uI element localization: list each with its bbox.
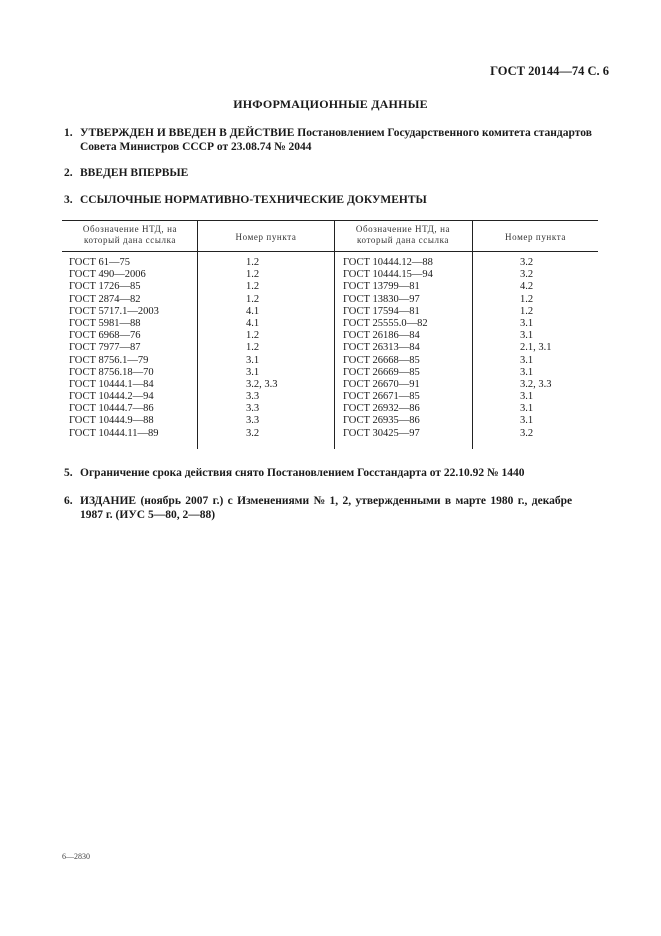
section-number: 2.: [64, 167, 73, 179]
table-divider: [334, 220, 335, 449]
right-doc-cell: ГОСТ 10444.15—94: [343, 269, 433, 281]
left-item-cell: 4.1: [246, 317, 260, 329]
right-item-cell: 1.2: [520, 305, 534, 317]
header-item-right: Номер пункта: [505, 232, 566, 242]
section-text-line2: Совета Министров СССР от 23.08.74 № 2044: [80, 141, 312, 153]
left-item-cell: 1.2: [246, 330, 260, 342]
section-bold-text: ИЗДАНИЕ: [80, 495, 137, 507]
left-doc-cell: ГОСТ 2874—82: [69, 293, 141, 305]
page-footer-code: 6—2830: [62, 852, 90, 861]
section-text: [80, 494, 572, 508]
right-item-cell: 3.2, 3.3: [520, 378, 552, 390]
left-doc-cell: ГОСТ 8756.18—70: [69, 366, 154, 378]
right-doc-cell: ГОСТ 25555.0—82: [343, 317, 428, 329]
left-item-cell: 1.2: [246, 342, 260, 354]
right-item-cell: 3.2: [520, 427, 534, 439]
left-doc-cell: ГОСТ 10444.2—94: [69, 391, 154, 403]
section-5: [0, 466, 661, 482]
right-item-cell: 2.1, 3.1: [520, 342, 552, 354]
left-item-cell: 3.2, 3.3: [246, 378, 278, 390]
left-doc-column: [69, 257, 159, 440]
right-doc-column: [343, 257, 433, 440]
left-doc-cell: ГОСТ 7977—87: [69, 342, 141, 354]
right-doc-cell: ГОСТ 26670—91: [343, 378, 420, 390]
section-6: [0, 494, 661, 524]
right-item-cell: 3.2: [520, 257, 534, 268]
right-doc-cell: ГОСТ 10444.12—88: [343, 257, 433, 268]
right-item-cell: 3.1: [520, 317, 534, 329]
right-item-cell: 3.1: [520, 330, 534, 342]
section-number: 5.: [64, 467, 73, 479]
right-doc-cell: ГОСТ 17594—81: [343, 305, 420, 317]
page-header: ГОСТ 20144—74 С. 6: [490, 64, 609, 78]
section-2: [0, 166, 661, 182]
section-text-rest: Постановлением Государственного комитета стандартов: [294, 127, 592, 139]
left-item-cell: 1.2: [246, 257, 260, 268]
section-text-line2: 1987 г. (ИУС 5—80, 2—88): [80, 509, 216, 521]
right-doc-cell: ГОСТ 26932—86: [343, 403, 420, 415]
right-item-cell: 3.1: [520, 391, 534, 403]
right-doc-cell: ГОСТ 26671—85: [343, 391, 420, 403]
left-item-cell: 3.3: [246, 415, 260, 427]
table-divider: [472, 220, 473, 449]
left-item-cell: 1.2: [246, 281, 260, 293]
right-doc-cell: ГОСТ 30425—97: [343, 427, 420, 439]
left-item-column: [246, 257, 278, 440]
left-doc-cell: ГОСТ 8756.1—79: [69, 354, 149, 366]
left-doc-cell: ГОСТ 1726—85: [69, 281, 141, 293]
right-doc-cell: ГОСТ 26935—86: [343, 415, 420, 427]
section-bold-text: УТВЕРЖДЕН И ВВЕДЕН В ДЕЙСТВИЕ: [80, 127, 295, 139]
left-doc-cell: ГОСТ 6968—76: [69, 330, 141, 342]
section-number: 1.: [64, 127, 73, 139]
section-text: ВВЕДЕН ВПЕРВЫЕ: [80, 167, 189, 179]
section-text: [80, 126, 592, 140]
right-doc-cell: ГОСТ 26668—85: [343, 354, 420, 366]
left-doc-cell: ГОСТ 490—2006: [69, 269, 146, 281]
left-doc-cell: ГОСТ 5717.1—2003: [69, 305, 159, 317]
table-header-rule: [62, 251, 598, 252]
left-doc-cell: ГОСТ 5981—88: [69, 317, 141, 329]
section-text: Ограничение срока действия снято Постановлением Госстандарта от 22.10.92 № 1440: [80, 467, 525, 479]
table-divider: [197, 220, 198, 449]
right-doc-cell: ГОСТ 13799—81: [343, 281, 420, 293]
right-doc-cell: ГОСТ 13830—97: [343, 293, 420, 305]
section-text-rest: (ноябрь 2007 г.) с Изменениями № 1, 2, утвержденными в марте 1980 г., декабре: [136, 495, 573, 507]
left-item-cell: 3.3: [246, 403, 260, 415]
right-item-cell: 3.2: [520, 269, 534, 281]
left-item-cell: 1.2: [246, 293, 260, 305]
right-item-cell: 1.2: [520, 293, 534, 305]
left-item-cell: 3.1: [246, 354, 260, 366]
section-text: ССЫЛОЧНЫЕ НОРМАТИВНО-ТЕХНИЧЕСКИЕ ДОКУМЕНТЫ: [80, 194, 427, 206]
left-item-cell: 3.2: [246, 427, 260, 439]
left-item-cell: 1.2: [246, 269, 260, 281]
table-top-rule: [62, 220, 598, 221]
header-doc-left: Обозначение НТД, на который дана ссылка: [82, 224, 178, 245]
left-item-cell: 3.1: [246, 366, 260, 378]
left-doc-cell: ГОСТ 10444.7—86: [69, 403, 154, 415]
right-item-cell: 3.1: [520, 354, 534, 366]
header-doc-right: Обозначение НТД, на который дана ссылка: [355, 224, 451, 245]
section-3: [0, 193, 661, 209]
left-doc-cell: ГОСТ 61—75: [69, 257, 131, 268]
right-doc-cell: ГОСТ 26669—85: [343, 366, 420, 378]
right-doc-cell: ГОСТ 26186—84: [343, 330, 420, 342]
left-doc-cell: ГОСТ 10444.1—84: [69, 378, 154, 390]
right-doc-cell: ГОСТ 26313—84: [343, 342, 420, 354]
section-number: 6.: [64, 495, 73, 507]
right-item-column: [520, 257, 552, 440]
right-item-cell: 3.1: [520, 403, 534, 415]
left-item-cell: 4.1: [246, 305, 260, 317]
section-1: [0, 126, 661, 156]
right-item-cell: 3.1: [520, 366, 534, 378]
right-item-cell: 3.1: [520, 415, 534, 427]
left-doc-cell: ГОСТ 10444.11—89: [69, 427, 159, 439]
page-title: ИНФОРМАЦИОННЫЕ ДАННЫЕ: [233, 97, 428, 111]
section-number: 3.: [64, 194, 73, 206]
right-item-cell: 4.2: [520, 281, 534, 293]
left-doc-cell: ГОСТ 10444.9—88: [69, 415, 154, 427]
header-item-left: Номер пункта: [235, 232, 297, 242]
left-item-cell: 3.3: [246, 391, 260, 403]
